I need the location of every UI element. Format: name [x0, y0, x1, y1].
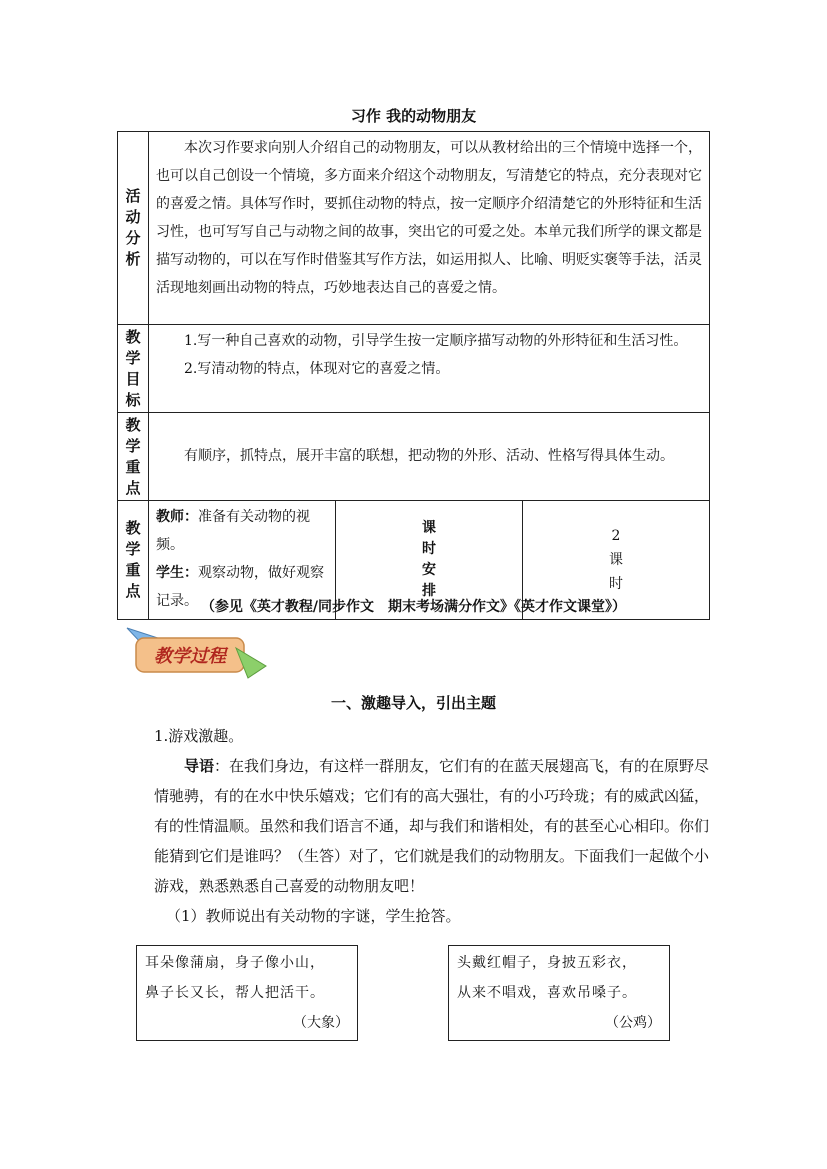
hours-label: 课 时 安 排 — [336, 501, 523, 620]
focus-label: 教 学 重 点 — [118, 413, 149, 501]
analysis-content — [149, 132, 710, 325]
prep-student: 学生：观察动物，做好观察记录。 — [156, 565, 324, 609]
riddle-answer: （大象） — [293, 1015, 349, 1031]
analysis-label: 活 动 分 析 — [118, 132, 149, 325]
page-title: 习作 我的动物朋友 — [350, 107, 477, 125]
goal-item: 2.写清动物的特点，体现对它的喜爱之情。 — [184, 361, 450, 377]
reference-note: （参见《英才教程/同步作文 期末考场满分作文》《英才作文课堂》） — [200, 599, 627, 615]
analysis-text: 本次习作要求向别人介绍自己的动物朋友，可以从教材给出的三个情境中选择一个，也可以自己创设一个情境，多方面来介绍这个动物朋友，写清楚它的特点，充分表现对它的喜爱之情。具体写作时，要抓住动物的特点，按一定顺序介绍清楚它的外形特征和生活习性，也可写写自己与动物之间的故事，突出它的可爱之处。本单元我们所学的课文都是描写动物的，可以在写作时借鉴其写作方法，如运用拟人、比喻、明贬实褒等手法，活灵活现地刻画出动物的特点，巧妙地表达自己的喜爱之情。 — [156, 140, 702, 296]
banner-text: 教学过程 — [154, 646, 226, 667]
riddle-line: 鼻子长又长，帮人把活干。 — [145, 985, 325, 1001]
riddle-line: 头戴红帽子，身披五彩衣， — [457, 955, 637, 971]
intro-label: 导语 — [184, 757, 215, 775]
riddle-line: 从来不唱戏，喜欢吊嗓子。 — [457, 985, 637, 1001]
riddle-box — [448, 945, 670, 1041]
prep-label: 教 学 重 点 — [118, 501, 149, 620]
focus-content — [149, 413, 710, 501]
activity-1: （1）教师说出有关动物的字谜，学生抢答。 — [166, 907, 461, 925]
step-1: 1.游戏激趣。 — [154, 727, 244, 745]
section-title: 一、激趣导入，引出主题 — [330, 694, 496, 712]
hours-value: 2 课 时 — [523, 501, 710, 620]
goals-row — [118, 325, 710, 413]
focus-row — [118, 413, 710, 501]
body-text — [154, 721, 710, 931]
focus-text: 有顺序，抓特点，展开丰富的联想，把动物的外形、活动、性格写得具体生动。 — [184, 447, 674, 464]
prep-teacher: 教师：准备有关动物的视频。 — [156, 509, 310, 553]
teaching-process-banner — [124, 622, 269, 680]
goals-content — [149, 325, 710, 413]
lesson-plan-table — [117, 131, 710, 620]
analysis-row — [118, 132, 710, 325]
goals-label: 教 学 目 标 — [118, 325, 149, 413]
intro-paragraph — [154, 751, 710, 901]
intro-text: ：在我们身边，有这样一群朋友，它们有的在蓝天展翅高飞，有的在原野尽情驰骋，有的在水中快乐嬉戏；它们有的高大强壮，有的小巧玲珑；有的威武凶猛，有的性情温顺。虽然和我们语言不通，却与我们和谐相处，有的甚至心心相印。你们能猜到它们是谁吗？（生答）对了，它们就是我们的动物朋友。下面我们一起做个小游戏，熟悉熟悉自己喜爱的动物朋友吧！ — [154, 757, 710, 895]
riddle-box — [136, 945, 358, 1041]
riddle-answer: （公鸡） — [605, 1015, 661, 1031]
goal-item: 1.写一种自己喜欢的动物，引导学生按一定顺序描写动物的外形特征和生活习性。 — [184, 333, 688, 349]
riddle-line: 耳朵像蒲扇，身子像小山， — [145, 955, 325, 971]
